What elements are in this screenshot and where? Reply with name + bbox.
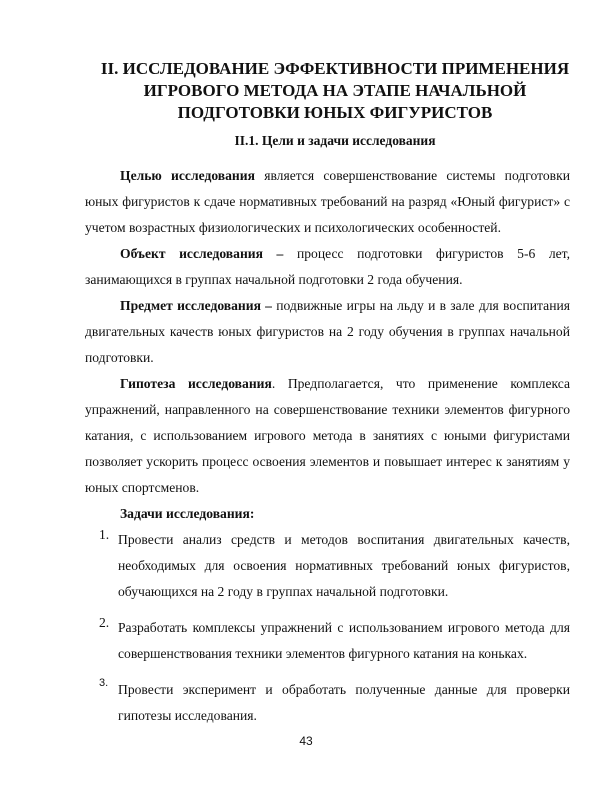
page-number: 43 — [299, 734, 313, 748]
goal-paragraph — [85, 163, 570, 241]
hypothesis-label: Гипотеза исследования — [120, 376, 272, 391]
task-number: 2. — [99, 615, 110, 630]
task-text: Провести анализ средств и методов воспитания двигательных качеств, необходимых для освоения нормативных требований юных фигуристов, обучающихся на 2 году в группах начальной подготовки. — [118, 532, 570, 599]
body-text — [85, 163, 570, 729]
hypothesis-text: . Предполагается, что применение комплекса упражнений, направленного на совершенствование техники элементов фигурного катания, с использованием игрового метода в занятиях с юными фигуристами позволяет ускорить процесс освоения элементов и повышает интерес к занятиям у юных спортсменов. — [85, 376, 571, 495]
task-number: 1. — [99, 527, 110, 542]
tasks-heading: Задачи исследования: — [120, 506, 255, 521]
goal-label: Целью исследования — [120, 168, 255, 183]
chapter-title: II. ИССЛЕДОВАНИЕ ЭФФЕКТИВНОСТИ ПРИМЕНЕНИЯ ИГРОВОГО МЕТОДА НА ЭТАПЕ НАЧАЛЬНОЙ ПОДГОТОВКИ ЮНЫХ ФИГУРИСТОВ — [100, 59, 570, 122]
task-item — [85, 527, 570, 605]
subject-label: Предмет исследования – — [120, 298, 272, 313]
task-number: 3. — [99, 677, 109, 689]
object-text: процесс подготовки фигуристов 5-6 лет, занимающихся в группах начальной подготовки 2 года обучения. — [85, 246, 570, 287]
goal-text: является совершенствование системы подготовки юных фигуристов к сдаче нормативных требований на разряд «Юный фигурист» с учетом возрастных физиологических и психологических особенностей. — [85, 168, 570, 235]
task-text: Разработать комплексы упражнений с использованием игрового метода для совершенствования техники элементов фигурного катания на коньках. — [118, 620, 570, 661]
task-text: Провести эксперимент и обработать полученные данные для проверки гипотезы исследования. — [118, 682, 570, 723]
section-title: II.1. Цели и задачи исследования — [234, 133, 436, 148]
object-label: Объект исследования – — [120, 246, 284, 261]
subject-text: подвижные игры на льду и в зале для воспитания двигательных качеств юных фигуристов на 2 году обучения в группах начальной подготовки. — [85, 298, 570, 365]
subject-paragraph — [85, 293, 570, 371]
hypothesis-paragraph — [85, 371, 570, 501]
task-item — [85, 677, 570, 729]
task-item — [85, 615, 570, 667]
object-paragraph — [85, 241, 570, 293]
